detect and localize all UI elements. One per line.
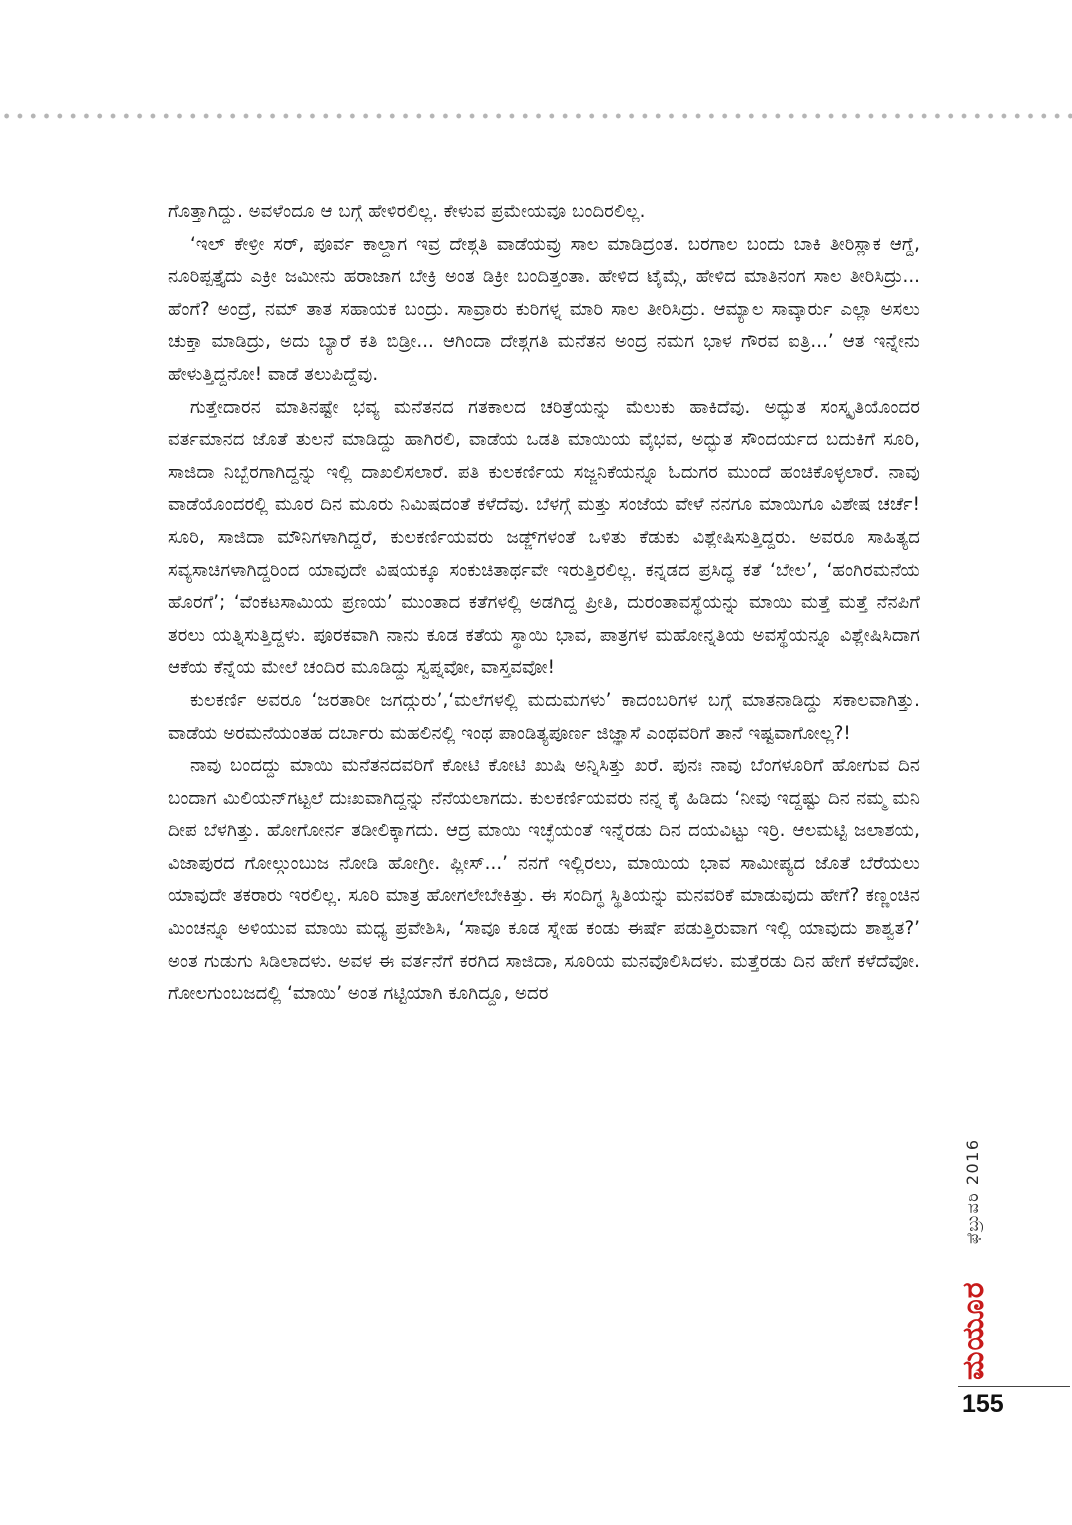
issue-date: ಫೆಬ್ರುವರಿ 2016 xyxy=(963,1138,982,1244)
page-number-rule xyxy=(958,1386,1070,1387)
dotted-header-rule xyxy=(0,112,1072,120)
page-number: 155 xyxy=(962,1390,1004,1418)
magazine-logo: ಮಯೂರ xyxy=(956,1281,991,1380)
paragraph-5: ನಾವು ಬಂದದ್ದು ಮಾಯಿ ಮನೆತನದವರಿಗೆ ಕೋಟಿ ಕೋಟಿ ಖುಷಿ ಅನ್ನಿಸಿತ್ತು ಖರೆ. ಪುನಃ ನಾವು ಬೆಂಗಳೂರಿಗೆ ಹೋಗುವ ದಿನ ಬಂದಾಗ ಮಿಲಿಯನ್‌ಗಟ್ಟಲೆ ದುಃಖವಾಗಿದ್ದನ್ನು ನೆನೆಯಲಾಗದು. ಕುಲಕರ್ಣಿಯವರು ನನ್ನ ಕೈ ಹಿಡಿದು ‘ನೀವು ಇದ್ದಷ್ಟು ದಿನ ನಮ್ಮ ಮನಿ ದೀಪ ಬೆಳಗಿತ್ತು. ಹೋಗೋರ್ನ ತಡೀಲಿಕ್ಕಾಗದು. ಆದ್ರ ಮಾಯಿ ಇಚ್ಛೆಯಂತೆ ಇನ್ನೆರಡು ದಿನ ದಯವಿಟ್ಟು ಇರ್ರಿ. ಆಲಮಟ್ಟಿ ಜಲಾಶಯ, ವಿಜಾಪುರದ ಗೋಲ್ಗುಂಬುಜ ನೋಡಿ ಹೋಗ್ರೀ. ಪ್ಲೀಸ್...’ ನನಗೆ ಇಲ್ಲಿರಲು, ಮಾಯಿಯ ಭಾವ ಸಾಮೀಪ್ಯದ ಜೊತೆ ಬೆರೆಯಲು ಯಾವುದೇ ತಕರಾರು ಇರಲಿಲ್ಲ. ಸೂರಿ ಮಾತ್ರ ಹೋಗಲೇಬೇಕಿತ್ತು. ಈ ಸಂದಿಗ್ಧ ಸ್ಥಿತಿಯನ್ನು ಮನವರಿಕೆ ಮಾಡುವುದು ಹೇಗೆ? ಕಣ್ಣಂಚಿನ ಮಿಂಚನ್ನೂ ಅಳಿಯುವ ಮಾಯಿ ಮಧ್ಯ ಪ್ರವೇಶಿಸಿ, ‘ಸಾವೂ ಕೂಡ ಸ್ನೇಹ ಕಂಡು ಈರ್ಷೆ ಪಡುತ್ತಿರುವಾಗ ಇಲ್ಲಿ ಯಾವುದು ಶಾಶ್ವತ?’ ಅಂತ ಗುಡುಗು ಸಿಡಿಲಾದಳು. ಅವಳ ಈ ವರ್ತನೆಗೆ ಕರಗಿದ ಸಾಜಿದಾ, ಸೂರಿಯ ಮನವೊಲಿಸಿದಳು. ಮತ್ತೆರಡು ದಿನ ಹೇಗೆ ಕಳೆದೆವೋ. ಗೋಲಗುಂಬಜದಲ್ಲಿ ‘ಮಾಯಿ’ ಅಂತ ಗಟ್ಟಿಯಾಗಿ ಕೂಗಿದ್ದೂ, ಅದರ xyxy=(168,755,920,1005)
paragraph-1: ಗೊತ್ತಾಗಿದ್ದು. ಅವಳೆಂದೂ ಆ ಬಗ್ಗೆ ಹೇಳಿರಲಿಲ್ಲ. ಕೇಳುವ ಪ್ರಮೇಯವೂ ಬಂದಿರಲಿಲ್ಲ. xyxy=(168,201,646,222)
paragraph-3: ಗುತ್ತೇದಾರನ ಮಾತಿನಷ್ಟೇ ಭವ್ಯ ಮನೆತನದ ಗತಕಾಲದ ಚರಿತ್ರೆಯನ್ನು ಮೆಲುಕು ಹಾಕಿದೆವು. ಅದ್ಭುತ ಸಂಸ್ಕೃತಿಯೊಂದರ ವರ್ತಮಾನದ ಜೊತೆ ತುಲನೆ ಮಾಡಿದ್ದು ಹಾಗಿರಲಿ, ವಾಡೆಯ ಒಡತಿ ಮಾಯಿಯ ವೈಭವ, ಅದ್ಭುತ ಸೌಂದರ್ಯದ ಬದುಕಿಗೆ ಸೂರಿ, ಸಾಜಿದಾ ನಿಬ್ಬೆರಗಾಗಿದ್ದನ್ನು ಇಲ್ಲಿ ದಾಖಲಿಸಲಾರೆ. ಪತಿ ಕುಲಕರ್ಣಿಯ ಸಜ್ಜನಿಕೆಯನ್ನೂ ಓದುಗರ ಮುಂದೆ ಹಂಚಿಕೊಳ್ಳಲಾರೆ. ನಾವು ವಾಡೆಯೊಂದರಲ್ಲಿ ಮೂರ ದಿನ ಮೂರು ನಿಮಿಷದಂತೆ ಕಳೆದೆವು. ಬೆಳಗ್ಗೆ ಮತ್ತು ಸಂಜೆಯ ವೇಳೆ ನನಗೂ ಮಾಯಿಗೂ ವಿಶೇಷ ಚರ್ಚೆ! ಸೂರಿ, ಸಾಜಿದಾ ಮೌನಿಗಳಾಗಿದ್ದರೆ, ಕುಲಕರ್ಣಿಯವರು ಜಡ್ಜ್‌ಗಳಂತೆ ಒಳಿತು ಕೆಡುಕು ವಿಶ್ಲೇಷಿಸುತ್ತಿದ್ದರು. ಅವರೂ ಸಾಹಿತ್ಯದ ಸವ್ಯಸಾಚಿಗಳಾಗಿದ್ದರಿಂದ ಯಾವುದೇ ವಿಷಯಕ್ಕೂ ಸಂಕುಚಿತಾರ್ಥವೇ ಇರುತ್ತಿರಲಿಲ್ಲ. ಕನ್ನಡದ ಪ್ರಸಿದ್ಧ ಕತೆ ‘ಬೇಲ’, ‘ಹಂಗಿರಮನೆಯ ಹೊರಗೆ’; ‘ವೆಂಕಟಸಾಮಿಯ ಪ್ರಣಯ’ ಮುಂತಾದ ಕತೆಗಳಲ್ಲಿ ಅಡಗಿದ್ದ ಪ್ರೀತಿ, ದುರಂತಾವಸ್ಥೆಯನ್ನು ಮಾಯಿ ಮತ್ತೆ ಮತ್ತೆ ನೆನಪಿಗೆ ತರಲು ಯತ್ನಿಸುತ್ತಿದ್ದಳು. ಪೂರಕವಾಗಿ ನಾನು ಕೂಡ ಕತೆಯ ಸ್ಥಾಯಿ ಭಾವ, ಪಾತ್ರಗಳ ಮಹೋನ್ನತಿಯ ಅವಸ್ಥೆಯನ್ನೂ ವಿಶ್ಲೇಷಿಸಿದಾಗ ಆಕೆಯ ಕೆನ್ನೆಯ ಮೇಲೆ ಚಂದಿರ ಮೂಡಿದ್ದು ಸ್ವಪ್ನವೋ, ವಾಸ್ತವವೋ! xyxy=(168,396,920,679)
paragraph-4: ಕುಲಕರ್ಣಿ ಅವರೂ ‘ಜರತಾರೀ ಜಗದ್ಗುರು’,‘ಮಲೆಗಳಲ್ಲಿ ಮದುಮಗಳು’ ಕಾದಂಬರಿಗಳ ಬಗ್ಗೆ ಮಾತನಾಡಿದ್ದು ಸಕಾಲವಾಗಿತ್ತು. ವಾಡೆಯ ಅರಮನೆಯಂತಹ ದರ್ಬಾರು ಮಹಲಿನಲ್ಲಿ ಇಂಥ ಪಾಂಡಿತ್ಯಪೂರ್ಣ ಜಿಜ್ಞಾಸೆ ಎಂಥವರಿಗೆ ತಾನೆ ಇಷ್ಟವಾಗೋಲ್ಲ?! xyxy=(168,689,920,744)
article-body xyxy=(168,196,920,1011)
paragraph-2: ‘ಇಲ್ ಕೇಳ್ರೀ ಸರ್, ಪೂರ್ವ ಕಾಲ್ದಾಗ ಇವ್ರ ದೇಶ್ಗತಿ ವಾಡೆಯವ್ರು ಸಾಲ ಮಾಡಿದ್ರಂತ. ಬರಗಾಲ ಬಂದು ಬಾಕಿ ತೀರಿಸ್ಲಾಕ ಆಗ್ದೆ, ನೂರಿಪ್ಪತ್ತೈದು ಎಕ್ರೀ ಜಮೀನು ಹರಾಜಾಗ ಬೇಕ್ರಿ ಅಂತ ಡಿಕ್ರೀ ಬಂದಿತ್ತಂತಾ. ಹೇಳಿದ ಟೈಮ್ಗೆ, ಹೇಳಿದ ಮಾತಿನಂಗ ಸಾಲ ತೀರಿಸಿದ್ರು... ಹೆಂಗೆ? ಅಂದ್ರೆ, ನಮ್ ತಾತ ಸಹಾಯಕ ಬಂದ್ರು. ಸಾವ್ರಾರು ಕುರಿಗಳ್ನ ಮಾರಿ ಸಾಲ ತೀರಿಸಿದ್ರು. ಆಮ್ಯಾಲ ಸಾವ್ಕಾರ್ರು ಎಲ್ಲಾ ಅಸಲು ಚುಕ್ತಾ ಮಾಡಿದ್ರು, ಅದು ಬ್ಯಾರೆ ಕತಿ ಬಿಡ್ರೀ... ಆಗಿಂದಾ ದೇಶ್ಗಗತಿ ಮನೆತನ ಅಂದ್ರ ನಮಗ ಭಾಳ ಗೌರವ ಐತ್ರಿ...’ ಆತ ಇನ್ನೇನು ಹೇಳುತ್ತಿದ್ದನೋ! ವಾಡೆ ತಲುಪಿದ್ದೆವು. xyxy=(168,233,920,385)
